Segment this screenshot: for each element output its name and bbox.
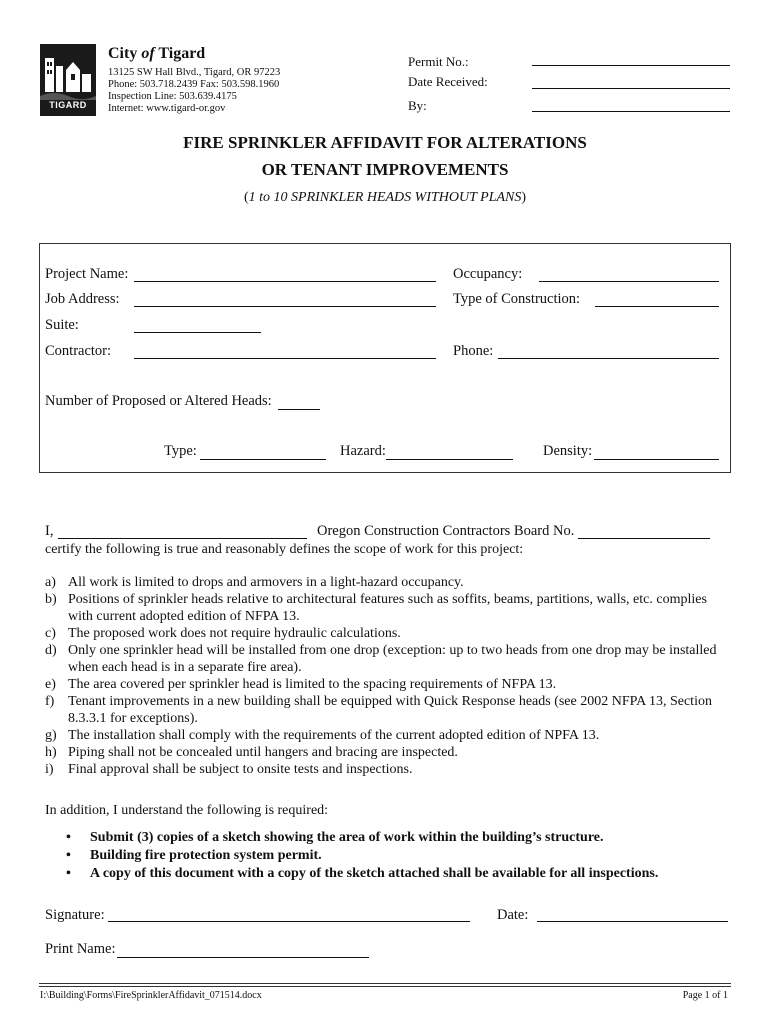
type-label: Type: xyxy=(164,443,197,459)
footer-divider xyxy=(39,983,731,984)
occupancy-field[interactable] xyxy=(539,281,719,282)
list-item-tag: e) xyxy=(45,677,56,692)
job-address-field[interactable] xyxy=(134,306,436,307)
requirement-bullet xyxy=(66,830,604,846)
list-item xyxy=(45,761,725,778)
list-item-text: Only one sprinkler head will be installed from one drop (exception: up to two heads from one drop may be installed when each head is in a separate fire area). xyxy=(68,643,717,675)
city-phone-fax: Phone: 503.718.2439 Fax: 503.598.1960 xyxy=(108,79,280,90)
date-field[interactable] xyxy=(537,921,728,922)
form-subtitle xyxy=(0,190,770,206)
signature-label: Signature: xyxy=(45,907,105,923)
permit-number-field[interactable] xyxy=(532,65,730,66)
list-item-text: The proposed work does not require hydraulic calculations. xyxy=(68,626,401,641)
project-name-label: Project Name: xyxy=(45,266,129,282)
list-item-tag: a) xyxy=(45,575,56,590)
density-label: Density: xyxy=(543,443,593,459)
job-address-label: Job Address: xyxy=(45,291,120,307)
list-item-tag: h) xyxy=(45,745,57,760)
date-received-field[interactable] xyxy=(532,88,730,89)
subtitle-text: 1 to 10 SPRINKLER HEADS WITHOUT PLANS xyxy=(248,190,522,205)
bullet-icon: • xyxy=(66,866,71,881)
bullet-icon: • xyxy=(66,830,71,845)
type-of-construction-label: Type of Construction: xyxy=(453,291,581,307)
project-name-field[interactable] xyxy=(134,281,436,282)
subtitle-close-paren: ) xyxy=(521,190,527,205)
number-of-heads-field[interactable] xyxy=(278,409,320,410)
list-item xyxy=(45,727,725,744)
certify-statement: certify the following is true and reasonably defines the scope of work for this project: xyxy=(45,542,524,557)
number-of-heads-label: Number of Proposed or Altered Heads: xyxy=(45,393,272,409)
print-name-label: Print Name: xyxy=(45,941,116,957)
list-item-tag: b) xyxy=(45,592,57,607)
requirement-text: A copy of this document with a copy of the sketch attached shall be available for all inspections. xyxy=(90,866,659,881)
list-item-tag: g) xyxy=(45,728,57,743)
requirement-text: Submit (3) copies of a sketch showing the area of work within the building’s structure. xyxy=(90,830,604,845)
list-item-text: Final approval shall be subject to onsite tests and inspections. xyxy=(68,762,413,777)
print-name-field[interactable] xyxy=(117,957,369,958)
list-item-text: Positions of sprinkler heads relative to architectural features such as soffits, beams, partitions, walls, etc. complies with current adopted edition of NFPA 13. xyxy=(68,592,707,624)
suite-label: Suite: xyxy=(45,317,79,333)
list-item xyxy=(45,574,725,591)
list-item-tag: i) xyxy=(45,762,54,777)
city-name-suffix: Tigard xyxy=(154,45,206,62)
city-internet: Internet: www.tigard-or.gov xyxy=(108,103,226,114)
city-inspection-line: Inspection Line: 503.639.4175 xyxy=(108,91,237,102)
subtitle-open-paren: ( xyxy=(243,190,249,205)
city-of-tigard-logo xyxy=(40,44,96,116)
logo-text: TIGARD xyxy=(49,100,87,110)
permit-number-label: Permit No.: xyxy=(408,54,469,69)
bullet-icon: • xyxy=(66,848,71,863)
occupancy-label: Occupancy: xyxy=(453,266,523,282)
type-of-construction-field[interactable] xyxy=(595,306,719,307)
list-item-text: Tenant improvements in a new building shall be equipped with Quick Response heads (see 2002 NFPA 13, Section 8.3.3.1 for exceptions). xyxy=(68,694,712,726)
ccb-number-field[interactable] xyxy=(578,538,710,539)
list-item-text: The area covered per sprinkler head is limited to the spacing requirements of NFPA 13. xyxy=(68,677,557,692)
footer-divider xyxy=(39,986,731,987)
contractor-label: Contractor: xyxy=(45,343,112,359)
form-title-line1: FIRE SPRINKLER AFFIDAVIT FOR ALTERATIONS xyxy=(183,133,587,152)
suite-field[interactable] xyxy=(134,332,261,333)
list-item-tag: f) xyxy=(45,694,55,709)
city-name xyxy=(108,45,205,63)
list-item xyxy=(45,642,717,676)
city-name-prefix: City xyxy=(108,45,142,62)
signature-field[interactable] xyxy=(108,921,470,922)
list-item-text: Piping shall not be concealed until hangers and bracing are inspected. xyxy=(68,745,458,760)
requirements-intro: In addition, I understand the following is required: xyxy=(45,803,329,818)
type-field[interactable] xyxy=(200,459,326,460)
certifier-label: I, xyxy=(45,523,54,539)
form-title-line2: OR TENANT IMPROVEMENTS xyxy=(261,160,509,179)
certifier-name-field[interactable] xyxy=(58,538,307,539)
hazard-field[interactable] xyxy=(386,459,513,460)
density-field[interactable] xyxy=(594,459,719,460)
date-label: Date: xyxy=(497,907,529,923)
received-by-field[interactable] xyxy=(532,111,730,112)
list-item-tag: c) xyxy=(45,626,56,641)
list-item-tag: d) xyxy=(45,643,57,658)
city-address: 13125 SW Hall Blvd., Tigard, OR 97223 xyxy=(108,67,281,78)
list-item xyxy=(45,591,709,625)
city-name-of: of xyxy=(141,45,155,62)
list-item xyxy=(45,625,725,642)
ccb-number-label: Oregon Construction Contractors Board No. xyxy=(317,523,575,539)
requirement-text: Building fire protection system permit. xyxy=(90,848,322,863)
hazard-label: Hazard: xyxy=(340,443,386,459)
footer-page-number: Page 1 of 1 xyxy=(682,990,728,1001)
list-item-text: All work is limited to drops and armovers in a light-hazard occupancy. xyxy=(68,575,464,590)
received-by-label: By: xyxy=(408,98,427,113)
footer-file-path: I:\Building\Forms\FireSprinklerAffidavit_071514.docx xyxy=(40,990,262,1001)
list-item-text: The installation shall comply with the requirements of the current adopted edition of NPFA 13. xyxy=(68,728,600,743)
list-item xyxy=(45,744,725,761)
date-received-label: Date Received: xyxy=(408,74,488,89)
list-item xyxy=(45,693,717,727)
requirement-bullet xyxy=(66,866,658,882)
requirement-bullet xyxy=(66,848,322,864)
list-item xyxy=(45,676,725,693)
phone-field[interactable] xyxy=(498,358,719,359)
contractor-field[interactable] xyxy=(134,358,436,359)
phone-label: Phone: xyxy=(453,343,494,359)
